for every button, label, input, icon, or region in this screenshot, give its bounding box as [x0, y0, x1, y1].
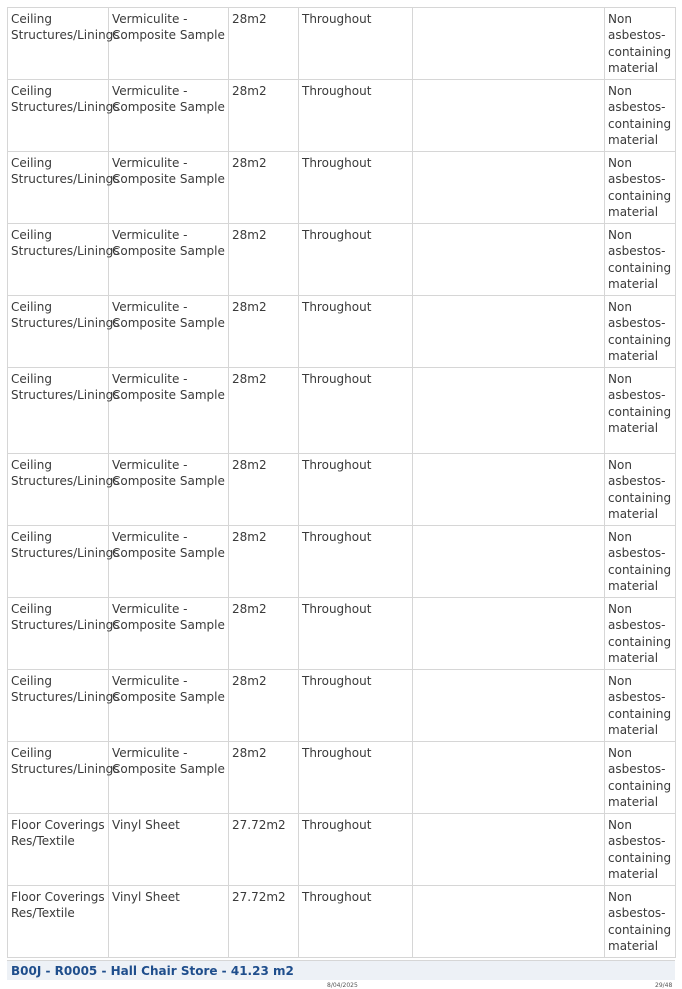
table-row [8, 526, 676, 598]
quantity-cell: 28m2 [229, 454, 299, 526]
table-row [8, 8, 676, 80]
table-row [8, 368, 676, 454]
quantity-cell: 28m2 [229, 742, 299, 814]
result-cell: Non asbestos-containing material [605, 224, 676, 296]
extent-cell: Throughout [299, 368, 413, 454]
table-row [8, 80, 676, 152]
result-cell: Non asbestos-containing material [605, 742, 676, 814]
material-cell: Vermiculite - Composite Sample [109, 152, 229, 224]
quantity-cell: 28m2 [229, 152, 299, 224]
extent-cell: Throughout [299, 152, 413, 224]
material-cell: Vermiculite - Composite Sample [109, 80, 229, 152]
footer-page-number: 29/48 [655, 982, 673, 989]
quantity-cell: 28m2 [229, 80, 299, 152]
table-row [8, 152, 676, 224]
location-cell: Ceiling Structures/Linings [8, 152, 109, 224]
table-row [8, 296, 676, 368]
location-cell: Floor Coverings Res/Textile [8, 814, 109, 886]
result-cell: Non asbestos-containing material [605, 296, 676, 368]
section-heading: B00J - R0005 - Hall Chair Store - 41.23 m2 [7, 960, 675, 980]
location-cell: Floor Coverings Res/Textile [8, 886, 109, 958]
table-row [8, 454, 676, 526]
material-cell: Vermiculite - Composite Sample [109, 598, 229, 670]
notes-cell [413, 598, 605, 670]
location-cell: Ceiling Structures/Linings [8, 598, 109, 670]
extent-cell: Throughout [299, 80, 413, 152]
quantity-cell: 27.72m2 [229, 814, 299, 886]
material-cell: Vermiculite - Composite Sample [109, 670, 229, 742]
notes-cell [413, 224, 605, 296]
extent-cell: Throughout [299, 224, 413, 296]
result-cell: Non asbestos-containing material [605, 598, 676, 670]
material-cell: Vermiculite - Composite Sample [109, 224, 229, 296]
material-cell: Vinyl Sheet [109, 886, 229, 958]
table-row [8, 814, 676, 886]
extent-cell: Throughout [299, 296, 413, 368]
result-cell: Non asbestos-containing material [605, 80, 676, 152]
result-cell: Non asbestos-containing material [605, 368, 676, 454]
material-cell: Vinyl Sheet [109, 814, 229, 886]
extent-cell: Throughout [299, 8, 413, 80]
result-cell: Non asbestos-containing material [605, 8, 676, 80]
result-cell: Non asbestos-containing material [605, 454, 676, 526]
asbestos-register-table [7, 7, 676, 958]
material-cell: Vermiculite - Composite Sample [109, 454, 229, 526]
result-cell: Non asbestos-containing material [605, 670, 676, 742]
notes-cell [413, 8, 605, 80]
material-cell: Vermiculite - Composite Sample [109, 296, 229, 368]
quantity-cell: 28m2 [229, 224, 299, 296]
material-cell: Vermiculite - Composite Sample [109, 368, 229, 454]
material-cell: Vermiculite - Composite Sample [109, 526, 229, 598]
quantity-cell: 28m2 [229, 670, 299, 742]
notes-cell [413, 886, 605, 958]
notes-cell [413, 454, 605, 526]
location-cell: Ceiling Structures/Linings [8, 296, 109, 368]
location-cell: Ceiling Structures/Linings [8, 670, 109, 742]
extent-cell: Throughout [299, 742, 413, 814]
location-cell: Ceiling Structures/Linings [8, 742, 109, 814]
table-row [8, 886, 676, 958]
extent-cell: Throughout [299, 454, 413, 526]
location-cell: Ceiling Structures/Linings [8, 526, 109, 598]
material-cell: Vermiculite - Composite Sample [109, 8, 229, 80]
location-cell: Ceiling Structures/Linings [8, 224, 109, 296]
notes-cell [413, 80, 605, 152]
extent-cell: Throughout [299, 814, 413, 886]
extent-cell: Throughout [299, 886, 413, 958]
quantity-cell: 28m2 [229, 526, 299, 598]
quantity-cell: 28m2 [229, 368, 299, 454]
table-row [8, 742, 676, 814]
extent-cell: Throughout [299, 598, 413, 670]
result-cell: Non asbestos-containing material [605, 886, 676, 958]
result-cell: Non asbestos-containing material [605, 814, 676, 886]
notes-cell [413, 670, 605, 742]
quantity-cell: 27.72m2 [229, 886, 299, 958]
footer-date: 8/04/2025 [327, 982, 358, 989]
result-cell: Non asbestos-containing material [605, 152, 676, 224]
notes-cell [413, 368, 605, 454]
notes-cell [413, 526, 605, 598]
location-cell: Ceiling Structures/Linings [8, 454, 109, 526]
result-cell: Non asbestos-containing material [605, 526, 676, 598]
notes-cell [413, 742, 605, 814]
notes-cell [413, 814, 605, 886]
extent-cell: Throughout [299, 526, 413, 598]
location-cell: Ceiling Structures/Linings [8, 8, 109, 80]
material-cell: Vermiculite - Composite Sample [109, 742, 229, 814]
location-cell: Ceiling Structures/Linings [8, 80, 109, 152]
notes-cell [413, 296, 605, 368]
quantity-cell: 28m2 [229, 8, 299, 80]
table-row [8, 598, 676, 670]
location-cell: Ceiling Structures/Linings [8, 368, 109, 454]
register-body [8, 8, 676, 958]
table-row [8, 224, 676, 296]
quantity-cell: 28m2 [229, 598, 299, 670]
extent-cell: Throughout [299, 670, 413, 742]
table-row [8, 670, 676, 742]
quantity-cell: 28m2 [229, 296, 299, 368]
notes-cell [413, 152, 605, 224]
